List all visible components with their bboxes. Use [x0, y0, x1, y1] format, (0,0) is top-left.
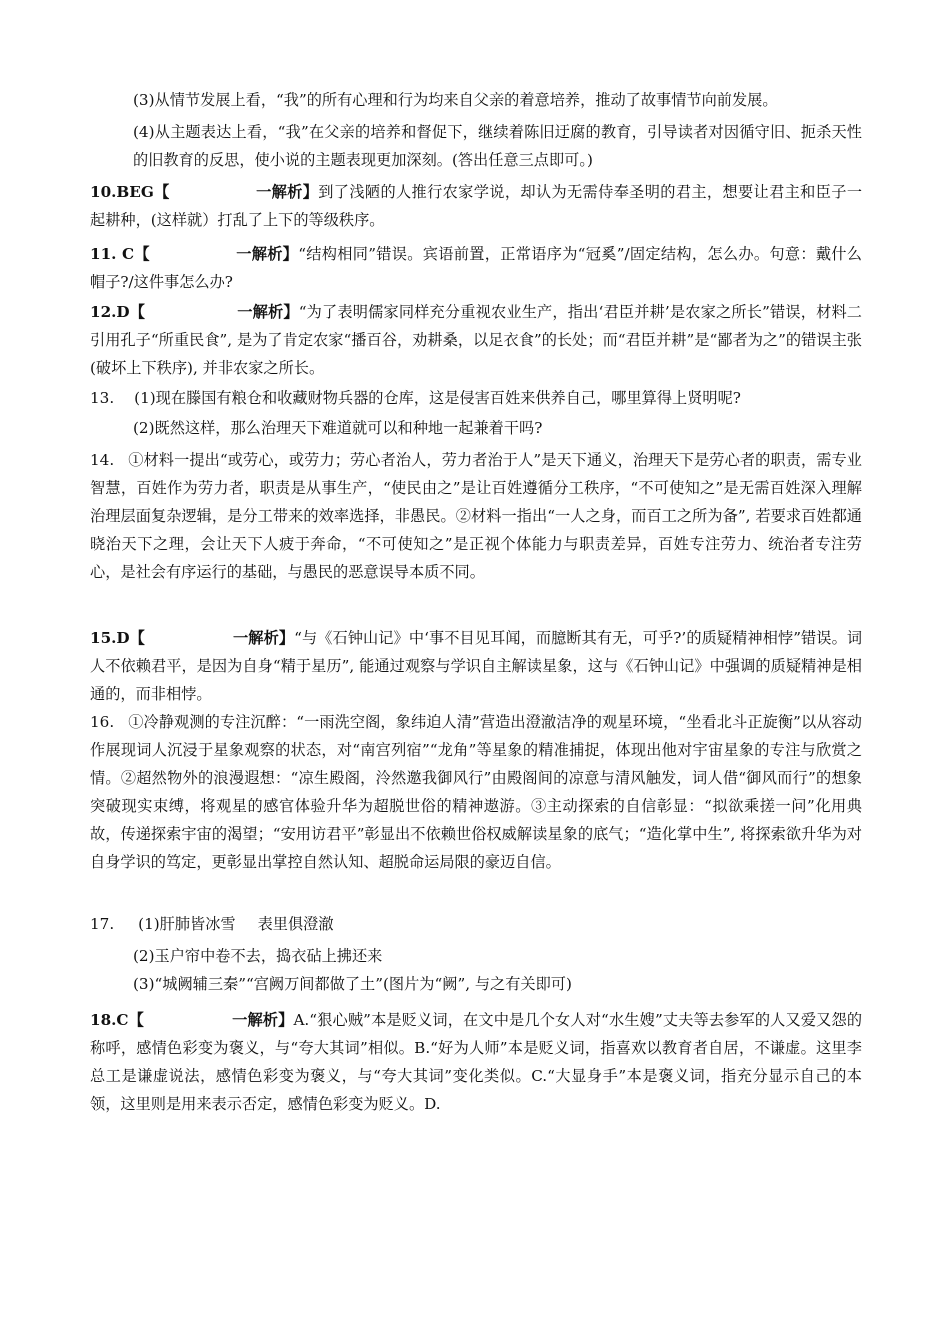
- answer-9-4: [133, 118, 862, 174]
- answer-text: “为了表明儒家同样充分重视农业生产，指出‘君臣并耕’是农家之所长”错误，材料二引用孔子“所重民食”, 是为了肯定农家“播百谷，劝耕桑，以足衣食”的长处；而“君臣并耕”是“鄙者为之”的错误主张(破坏上下秩序), 并非农家之所长。: [90, 303, 862, 377]
- answer-17-line-1a: (1)肝肺皆冰雪: [138, 915, 236, 933]
- question-number: 16.: [90, 713, 115, 731]
- answer-9-3: [133, 86, 862, 114]
- answer-text: ①冷静观测的专注沉醉：“一雨洗空阁，象纬迫人清”营造出澄澈洁净的观星环境，“坐看北斗正旋衡”以从容动作展现词人沉浸于星象观察的状态，对“南宫列宿”“龙角”等星象的精准捕捉，体现出他对宇宙星象的专注与欣赏之情。②超然物外的浪漫遐想：“凉生殿阁，泠然邀我御风行”由殿阁间的凉意与清风触发，词人借“御风而行”的想象突破现实束缚，将观星的感官体验升华为超脱世俗的精神遨游。③主动探索的自信彰显：“拟欲乘搓一问”化用典故，传递探索宇宙的渴望；“安用访君平”彰显出不依赖世俗权威解读星象的底气；“造化掌中生”, 将探索欲升华为对自身学识的笃定，更彰显出掌控自然认知、超脱命运局限的豪迈自信。: [90, 713, 862, 871]
- answer-17: [90, 910, 862, 938]
- answer-10: [90, 178, 862, 234]
- answer-17-part-3: [133, 970, 862, 998]
- answer-13-line-2: (2)既然这样，那么治理天下难道就可以和种地一起兼着干吗?: [133, 419, 543, 437]
- answer-15: [90, 624, 862, 708]
- answer-17-line-2: (2)玉户帘中卷不去，捣衣砧上拂还来: [133, 947, 383, 965]
- answer-text: “结构相同”错误。宾语前置，正常语序为“冠奚”/固定结构，怎么办。句意：戴什么帽子?/这件事怎么办?: [90, 245, 862, 291]
- answer-text: “与《石钟山记》中‘事不目见耳闻，而臆断其有无，可乎?’的质疑精神相悖”错误。词人不依赖君平，是因为自身“精于星历”, 能通过观察与学识自主解读星象，这与《石钟山记》中强调的质疑精神是相通的，而非相悖。: [90, 629, 863, 703]
- answer-17-part-2: [133, 942, 862, 970]
- answer-14: [90, 446, 862, 586]
- analysis-tag: 一解析】: [255, 183, 319, 201]
- question-number: 17.: [90, 915, 115, 933]
- answer-text: A.“狠心贼”本是贬义词，在文中是几个女人对“水生嫂”丈夫等去参军的人又爱又怨的称呼，感情色彩变为褒义，与“夸大其词”相似。B.“好为人师”本是贬义词，指喜欢以教育者自居，不谦虚。这里李总工是谦虚说法，感情色彩变为褒义，与“夸大其词”变化类似。C.“大显身手”本是褒义词，指充分显示自己的本领，这里则是用来表示否定，感情色彩变为贬义。D.: [90, 1011, 863, 1113]
- answer-13-part-2: [133, 414, 862, 442]
- answer-17-line-1b: 表里俱澄澈: [257, 915, 334, 933]
- question-number: 14.: [90, 451, 115, 469]
- answer-16: [90, 708, 862, 876]
- answer-17-line-3: (3)“城阙辅三秦”“宫阙万间都做了土”(图片为“阙”, 与之有关即可): [133, 975, 572, 993]
- answer-12: [90, 298, 862, 382]
- question-number: 15.D【: [90, 629, 145, 647]
- answer-9-3-text: (3)从情节发展上看，“我”的所有心理和行为均来自父亲的着意培养，推动了故事情节向前发展。: [133, 91, 778, 109]
- question-number: 11. C【: [90, 245, 150, 263]
- answer-18: [90, 1006, 862, 1118]
- question-number: 18.C【: [90, 1011, 144, 1029]
- question-number: 10.BEG【: [90, 183, 170, 201]
- answer-13-line-1: (1)现在滕国有粮仓和收藏财物兵器的仓库，这是侵害百姓来供养自己，哪里算得上贤明呢?: [134, 389, 741, 407]
- answer-11: [90, 240, 862, 296]
- analysis-tag: 一解析】: [232, 629, 295, 647]
- question-number: 12.D【: [90, 303, 146, 321]
- analysis-tag: 一解析】: [237, 303, 299, 321]
- analysis-tag: 一解析】: [235, 245, 299, 263]
- answer-text: ①材料一提出“或劳心，或劳力；劳心者治人，劳力者治于人”是天下通义，治理天下是劳心者的职责，需专业智慧，百姓作为劳力者，职责是从事生产，“使民由之”是让百姓遵循分工秩序，“不可使知之”是无需百姓深入理解治理层面复杂逻辑，是分工带来的效率选择，非愚民。②材料一指出“一人之身，而百工之所为备”, 若要求百姓都通晓治天下之理，会让天下人疲于奔命，“不可使知之”是正视个体能力与职责差异，百姓专注劳力、统治者专注劳心，是社会有序运行的基础，与愚民的恶意误导本质不同。: [90, 451, 862, 581]
- question-number: 13.: [90, 389, 115, 407]
- answer-text: 到了浅陋的人推行农家学说，却认为无需侍奉圣明的君主，想要让君主和臣子一起耕种，(这样就）打乱了上下的等级秩序。: [90, 183, 863, 229]
- analysis-tag: 一解析】: [232, 1011, 294, 1029]
- answer-13: [90, 384, 862, 412]
- answer-9-4-text: (4)从主题表达上看，“我”在父亲的培养和督促下，继续着陈旧迂腐的教育，引导读者对因循守旧、扼杀天性的旧教育的反思，使小说的主题表现更加深刻。(答出任意三点即可。): [133, 123, 862, 169]
